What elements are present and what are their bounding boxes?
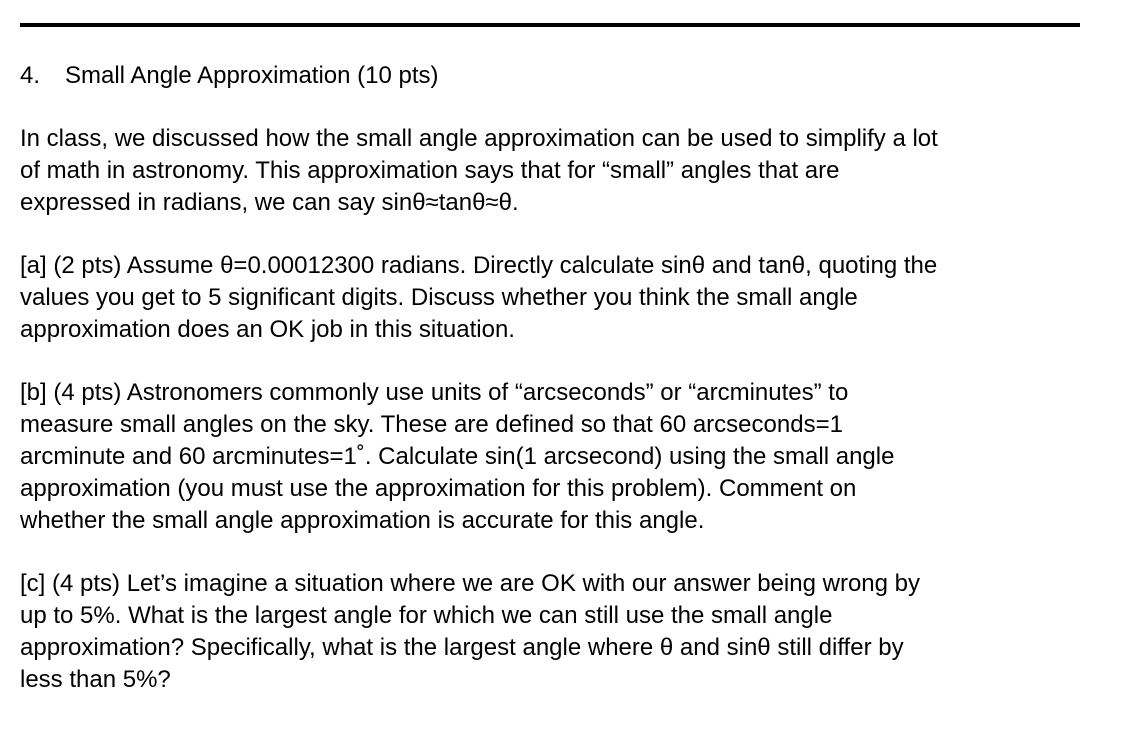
part-c-paragraph: [c] (4 pts) Let’s imagine a situation where we are OK with our answer being wrong by up to 5%. What is the largest angle for which we can still use the small angle approximation? Specifically, what is the largest angle where θ and sinθ still differ by less than 5%? [20, 570, 920, 693]
part-b-paragraph: [b] (4 pts) Astronomers commonly use units of “arcseconds” or “arcminutes” to measure small angles on the sky. These are defined so that 60 arcseconds=1 arcminute and 60 arcminutes=1˚. Calculate sin(1 arcsecond) using the small angle approximation (you must use the approximation for this problem). Comment on whether the small angle approximation is accurate for this angle. [20, 379, 895, 534]
intro-paragraph: In class, we discussed how the small angle approximation can be used to simplify a lot of math in astronomy. This approximation says that for “small” angles that are expressed in radians, we can say sinθ≈tanθ≈θ. [20, 125, 938, 216]
question-title: Small Angle Approximation (10 pts) [65, 62, 439, 89]
question-block [20, 60, 1095, 696]
top-rule [20, 23, 1080, 27]
part-a-paragraph: [a] (2 pts) Assume θ=0.00012300 radians. Directly calculate sinθ and tanθ, quoting the values you get to 5 significant digits. Discuss whether you think the small angle approximation does an OK job in this situation. [20, 252, 938, 343]
question-heading [20, 60, 1095, 92]
question-number: 4. [20, 62, 41, 89]
